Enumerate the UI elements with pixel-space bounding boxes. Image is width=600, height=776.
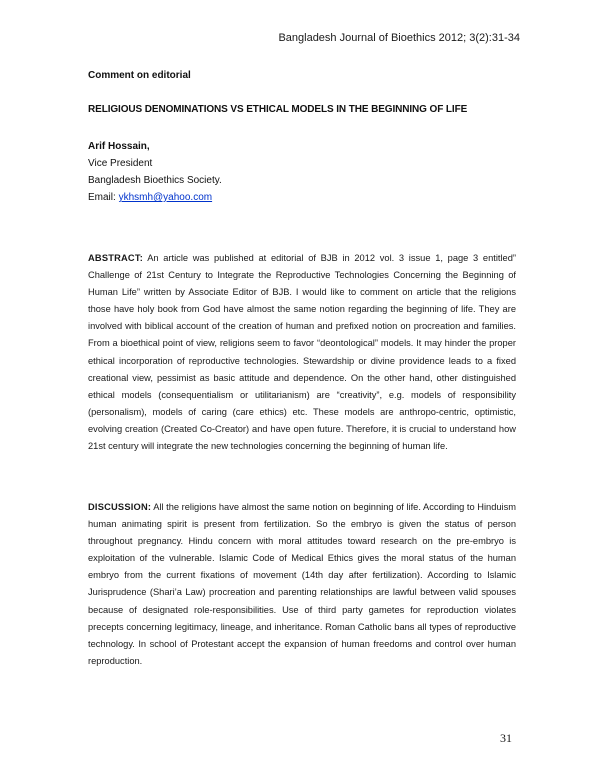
author-email-line xyxy=(88,189,222,206)
running-head: Bangladesh Journal of Bioethics 2012; 3(2):31-34 xyxy=(278,32,520,44)
section-label: Comment on editorial xyxy=(88,70,191,81)
author-name: Arif Hossain, xyxy=(88,141,150,152)
abstract-paragraph xyxy=(88,250,516,455)
email-label: Email: xyxy=(88,192,119,203)
abstract-text: An article was published at editorial of BJB in 2012 vol. 3 issue 1, page 3 entitled” Challenge of 21st Century to Integrate the Reproductive Technologies Concerning the Beginning of Human Life” written by Associate Editor of BJB. I would like to comment on article that the religions those have holy book from God have almost the same notion regarding the beginning of life. They are involved with biblical account of the creation of human and prefixed notion on procreation and families. From a bioethical point of view, religions seem to favor “deontological” models. It may hinder the proper ethical incorporation of reproductive technologies. Stewardship or divine providence leads to a fixed creational view, pessimist as basic attitude and dependence. On the other hand, other distinguished ethical models (consequentialism or utilitarianism) are “creativity”, e.g. models of responsibility (personalism), models of caring (care ethics) etc. These models are anthropo-centric, optimistic, evolving creation (Created Co-Creator) and have open future. Therefore, it is crucial to understand how 21st century will integrate the new technologies concerning the beginning of human life. xyxy=(88,253,516,452)
abstract-heading: ABSTRACT: xyxy=(88,253,143,263)
author-block xyxy=(88,138,222,206)
discussion-heading: DISCUSSION: xyxy=(88,502,152,512)
page-number: 31 xyxy=(500,731,512,745)
email-link[interactable]: ykhsmh@yahoo.com xyxy=(118,192,213,203)
discussion-paragraph xyxy=(88,499,516,670)
author-organization: Bangladesh Bioethics Society. xyxy=(88,175,222,186)
discussion-text: All the religions have almost the same notion on beginning of life. According to Hinduism human animating spirit is present from fertilization. So the embryo is given the status of person throughout pregnancy. Hindu concern with moral attitudes toward research on the pre-embryo is exploitation of the vulnerable. Islamic Code of Medical Ethics gives the moral status of the human embryo from the current fixations of movement (14th day after fertilization). According to Islamic Jurisprudence (Shari’a Law) procreation and parenting relationships are lawful between valid spouses because of designated role-responsibilities. Use of third party gametes for reproduction violates precepts concerning legitimacy, lineage, and inheritance. Roman Catholic bans all types of reproductive technology. In school of Protestant accept the expansion of human freedoms and control over human reproduction. xyxy=(88,502,517,666)
article-title: RELIGIOUS DENOMINATIONS VS ETHICAL MODELS IN THE BEGINNING OF LIFE xyxy=(88,104,468,115)
author-position: Vice President xyxy=(88,158,153,169)
